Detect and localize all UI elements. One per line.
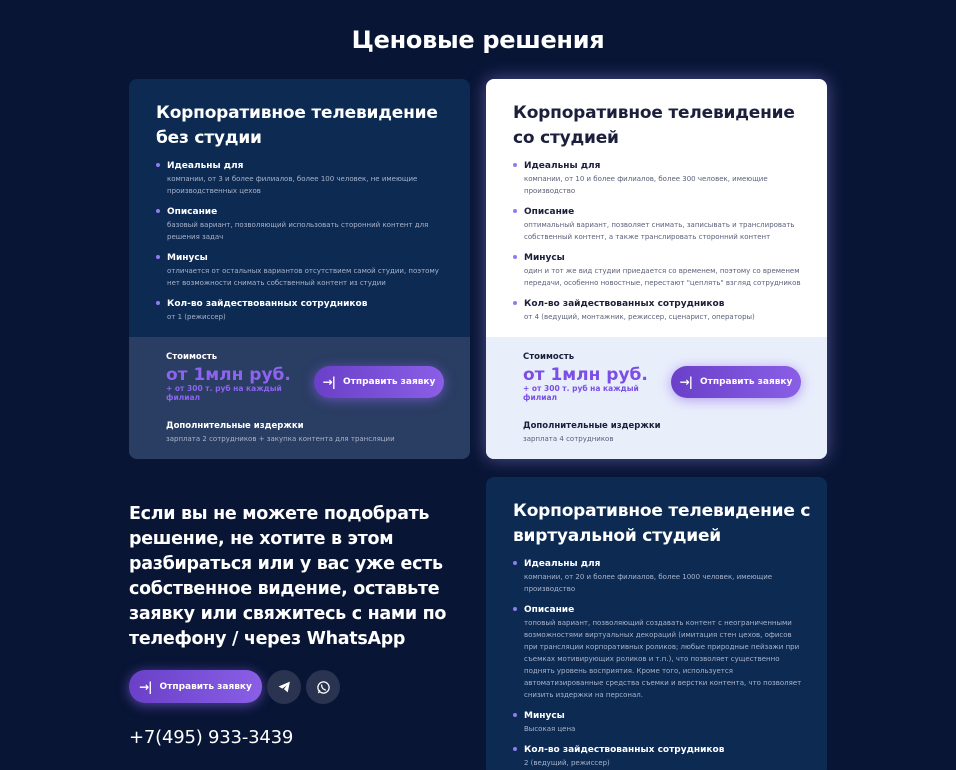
feature-desc: топовый вариант, позволяющий создавать контент с неограниченными возможностями виртуальных декораций (имитация стен цехов, офисов при трансляции корпоративных роликов; любые природные пейзажи при съемках мотивирующих роликов и т.п.), что позволяет существенно поднять уровень восприятия. Кроме того, используется автоматизированные средства съемки и верстки контента, что позволяет снизить издержки на персонал. bbox=[524, 619, 802, 699]
feature-title: Минусы bbox=[524, 711, 565, 721]
send-request-button[interactable] bbox=[129, 670, 262, 703]
feature-desc: Высокая цена bbox=[524, 725, 576, 733]
card-title: Корпоративное телевидение со студией bbox=[513, 103, 795, 148]
feature-item bbox=[512, 558, 807, 595]
feature-desc: компании, от 20 и более филиалов, более 1000 человек, имеющие производство bbox=[524, 573, 773, 593]
feature-item bbox=[155, 298, 450, 323]
price-block bbox=[129, 337, 470, 459]
feature-item bbox=[512, 206, 807, 243]
extra-costs-desc: зарплата 2 сотрудников + закупка контента для трансляции bbox=[166, 435, 395, 443]
send-request-button[interactable] bbox=[314, 366, 444, 398]
feature-item bbox=[512, 604, 807, 701]
feature-desc: компании, от 3 и более филиалов, более 100 человек, не имеющие производственных цехов bbox=[167, 175, 418, 195]
pricing-card-with-studio bbox=[486, 79, 827, 459]
button-label: Отправить заявку bbox=[343, 377, 436, 387]
feature-desc: оптимальный вариант, позволяет снимать, записывать и транслировать собственный контент, а также транслировать сторонний контент bbox=[524, 221, 795, 241]
price-value: от 1млн руб. bbox=[523, 365, 648, 385]
feature-desc: компании, от 10 и более филиалов, более 300 человек, имеющие производство bbox=[524, 175, 768, 195]
cta-text: Если вы не можете подобрать решение, не хотите в этом разбираться или у вас уже есть собственное видение, оставьте заявку или свяжитесь с нами по телефону / через WhatsApp bbox=[129, 504, 447, 649]
feature-item bbox=[512, 298, 807, 323]
whatsapp-icon bbox=[316, 680, 331, 695]
feature-list bbox=[155, 160, 450, 332]
pricing-card-virtual-studio bbox=[486, 477, 827, 770]
whatsapp-button[interactable] bbox=[306, 670, 340, 704]
feature-item bbox=[155, 160, 450, 197]
feature-item bbox=[512, 160, 807, 197]
feature-title: Идеальны для bbox=[524, 161, 601, 171]
feature-title: Кол-во зайдествованных сотрудников bbox=[524, 299, 725, 309]
feature-desc: от 4 (ведущий, монтажник, режиссер, сценарист, операторы) bbox=[524, 313, 755, 321]
button-label: Отправить заявку bbox=[700, 377, 793, 387]
feature-desc: от 1 (режиссер) bbox=[167, 313, 226, 321]
feature-title: Описание bbox=[167, 207, 218, 217]
card-title: Корпоративное телевидение без студии bbox=[156, 103, 438, 148]
feature-item bbox=[155, 252, 450, 289]
page-title: Ценовые решения bbox=[351, 26, 605, 54]
feature-title: Описание bbox=[524, 207, 575, 217]
price-label: Стоимость bbox=[166, 352, 218, 362]
price-block bbox=[486, 337, 827, 459]
extra-costs-label: Дополнительные издержки bbox=[523, 421, 661, 431]
feature-desc: базовый вариант, позволяющий использовать сторонний контент для решения задач bbox=[167, 221, 429, 241]
feature-list bbox=[512, 160, 807, 332]
extra-costs-label: Дополнительные издержки bbox=[166, 421, 304, 431]
feature-item bbox=[155, 206, 450, 243]
extra-costs-desc: зарплата 4 сотрудников bbox=[523, 435, 614, 443]
feature-title: Кол-во зайдествованных сотрудников bbox=[167, 299, 368, 309]
arrow-right-to-bar-icon: →| bbox=[322, 375, 336, 389]
telegram-button[interactable] bbox=[267, 670, 301, 704]
feature-title: Кол-во зайдествованных сотрудников bbox=[524, 745, 725, 755]
feature-desc: один и тот же вид студии приедается со временем, поэтому со временем передачи, особенно новостные, перестают "цеплять" взгляд сотрудников bbox=[524, 267, 801, 287]
card-title: Корпоративное телевидение с виртуальной студией bbox=[513, 501, 811, 546]
feature-item bbox=[512, 744, 807, 769]
arrow-right-to-bar-icon: →| bbox=[679, 375, 693, 389]
feature-title: Описание bbox=[524, 605, 575, 615]
phone-number[interactable]: +7(495) 933-3439 bbox=[129, 727, 294, 748]
button-label: Отправить заявку bbox=[159, 681, 252, 692]
feature-list bbox=[512, 558, 807, 770]
price-per-branch: + от 300 т. руб на каждый филиал bbox=[523, 384, 639, 402]
feature-title: Минусы bbox=[167, 253, 208, 263]
feature-desc: отличается от остальных вариантов отсутствием самой студии, поэтому нет возможности снимать собственный контент из студии bbox=[167, 267, 439, 287]
feature-item bbox=[512, 710, 807, 735]
pricing-card-no-studio bbox=[129, 79, 470, 459]
price-label: Стоимость bbox=[523, 352, 575, 362]
feature-item bbox=[512, 252, 807, 289]
feature-title: Идеальны для bbox=[167, 161, 244, 171]
arrow-right-to-bar-icon: →| bbox=[139, 679, 152, 694]
feature-desc: 2 (ведущий, режиссер) bbox=[524, 759, 610, 767]
send-request-button[interactable] bbox=[671, 366, 801, 398]
price-per-branch: + от 300 т. руб на каждый филиал bbox=[166, 384, 282, 402]
telegram-icon bbox=[278, 681, 291, 693]
feature-title: Идеальны для bbox=[524, 559, 601, 569]
price-value: от 1млн руб. bbox=[166, 365, 291, 385]
feature-title: Минусы bbox=[524, 253, 565, 263]
